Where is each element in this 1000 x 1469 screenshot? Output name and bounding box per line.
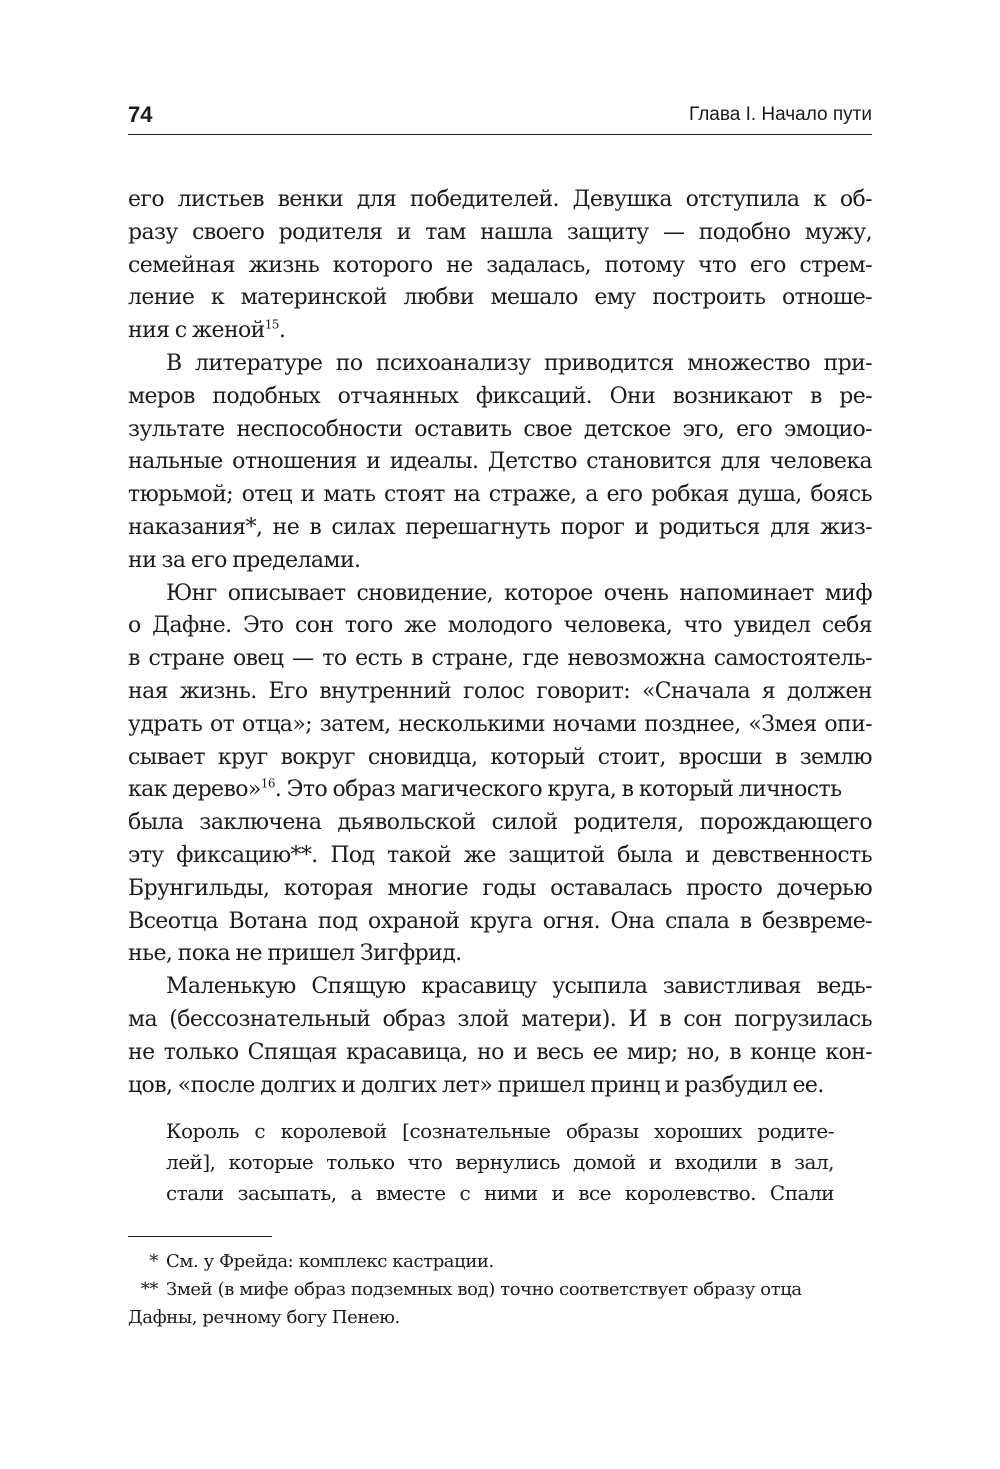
text-line: была заключена дьявольской силой родителя, порождающего [128, 810, 872, 836]
text-line: Юнг описывает сновидение, которое очень напоминает миф [166, 580, 872, 606]
paragraph-4 [128, 971, 872, 1102]
quote-line: стали засыпать, а вместе с ними и все королевство. Спали [166, 1181, 834, 1205]
text-line: эту фиксацию**. Под такой же защитой была и девственность [128, 842, 872, 868]
text-line: меров подобных отчаянных фиксаций. Они возникают в ре- [128, 383, 872, 409]
footnote [128, 1248, 872, 1276]
text-line: ма (бессознательный образ злой матери). И в сон погрузилась [128, 1006, 872, 1032]
paragraph-3 [128, 578, 872, 972]
text-line: нальные отношения и идеалы. Детство становится для человека [128, 449, 872, 475]
text-line: его листьев венки для победителей. Девушка отступила к об- [128, 187, 872, 212]
body-text [128, 184, 872, 1102]
text-line [128, 774, 872, 807]
block-quote [166, 1116, 834, 1209]
text-fragment: . [278, 318, 286, 344]
text-line: не только Спящая красавица, но и весь ее мир; но, в конце кон- [128, 1039, 872, 1065]
text-fragment: как дерево» [128, 777, 261, 803]
footnote-text: Дафны, речному богу Пенею. [128, 1307, 400, 1328]
page-number: 74 [128, 102, 153, 127]
page-header [128, 98, 872, 135]
footnote-text: См. у Фрейда: комплекс кастрации. [166, 1251, 494, 1272]
footnote-reference: 15 [264, 317, 279, 332]
text-line: удрать от отца»; затем, несколькими ночами позднее, «Змея опи- [128, 711, 872, 737]
text-fragment: ния с женой [128, 318, 265, 344]
footnote-reference: 16 [260, 777, 275, 792]
quote-line: Король с королевой [сознательные образы хороших родите- [166, 1119, 834, 1143]
text-line: ление к материнской любви мешало ему построить отноше- [128, 285, 872, 311]
running-head: Глава I. Начало пути [688, 104, 872, 125]
text-line: нье, пока не пришел Зигфрид. [128, 941, 462, 967]
text-line: В литературе по психоанализу приводится множество при- [166, 350, 872, 376]
text-line: зультате неспособности оставить свое детское эго, его эмоцио- [128, 416, 872, 442]
paragraph-1 [128, 184, 872, 348]
text-line: Маленькую Спящую красавицу усыпила завистливая ведь- [166, 974, 872, 1000]
text-line: в стране овец — то есть в стране, где невозможна самостоятель- [128, 646, 872, 672]
footnote-divider [128, 1236, 272, 1237]
text-line [128, 315, 872, 348]
paragraph-2 [128, 348, 872, 578]
text-line: ни за его пределами. [128, 547, 361, 573]
text-line: разу своего родителя и там нашла защиту — подобно мужу, [128, 219, 872, 245]
footnote-mark: * [149, 1251, 158, 1272]
text-line: тюрьмой; отец и мать стоят на страже, а его робкая душа, боясь [128, 482, 872, 508]
text-line: Всеотца Вотана под охраной круга огня. Она спала в безвреме- [128, 908, 872, 934]
footnotes [128, 1248, 872, 1332]
text-line: цов, «после долгих и долгих лет» пришел принц и разбудил ее. [128, 1072, 824, 1098]
text-line: ная жизнь. Его внутренний голос говорит: «Сначала я должен [128, 678, 872, 704]
footnote-mark: ** [140, 1279, 158, 1300]
text-line: о Дафне. Это сон того же молодого человека, что увидел себя [128, 613, 872, 639]
footnote-continuation [128, 1304, 872, 1332]
text-line: семейная жизнь которого не задалась, потому что его стрем- [128, 252, 872, 278]
text-fragment: . Это образ магического круга, в который личность [274, 777, 842, 803]
footnote [128, 1276, 872, 1304]
text-line: сывает круг вокруг сновидца, который стоит, вросши в землю [128, 744, 872, 770]
text-line: Брунгильды, которая многие годы оставалась просто дочерью [128, 875, 872, 901]
text-line: наказания*, не в силах перешагнуть порог и родиться для жиз- [128, 514, 872, 540]
footnote-text: Змей (в мифе образ подземных вод) точно соответствует образу отца [166, 1279, 802, 1300]
quote-line: лей], которые только что вернулись домой и входили в зал, [166, 1150, 834, 1174]
